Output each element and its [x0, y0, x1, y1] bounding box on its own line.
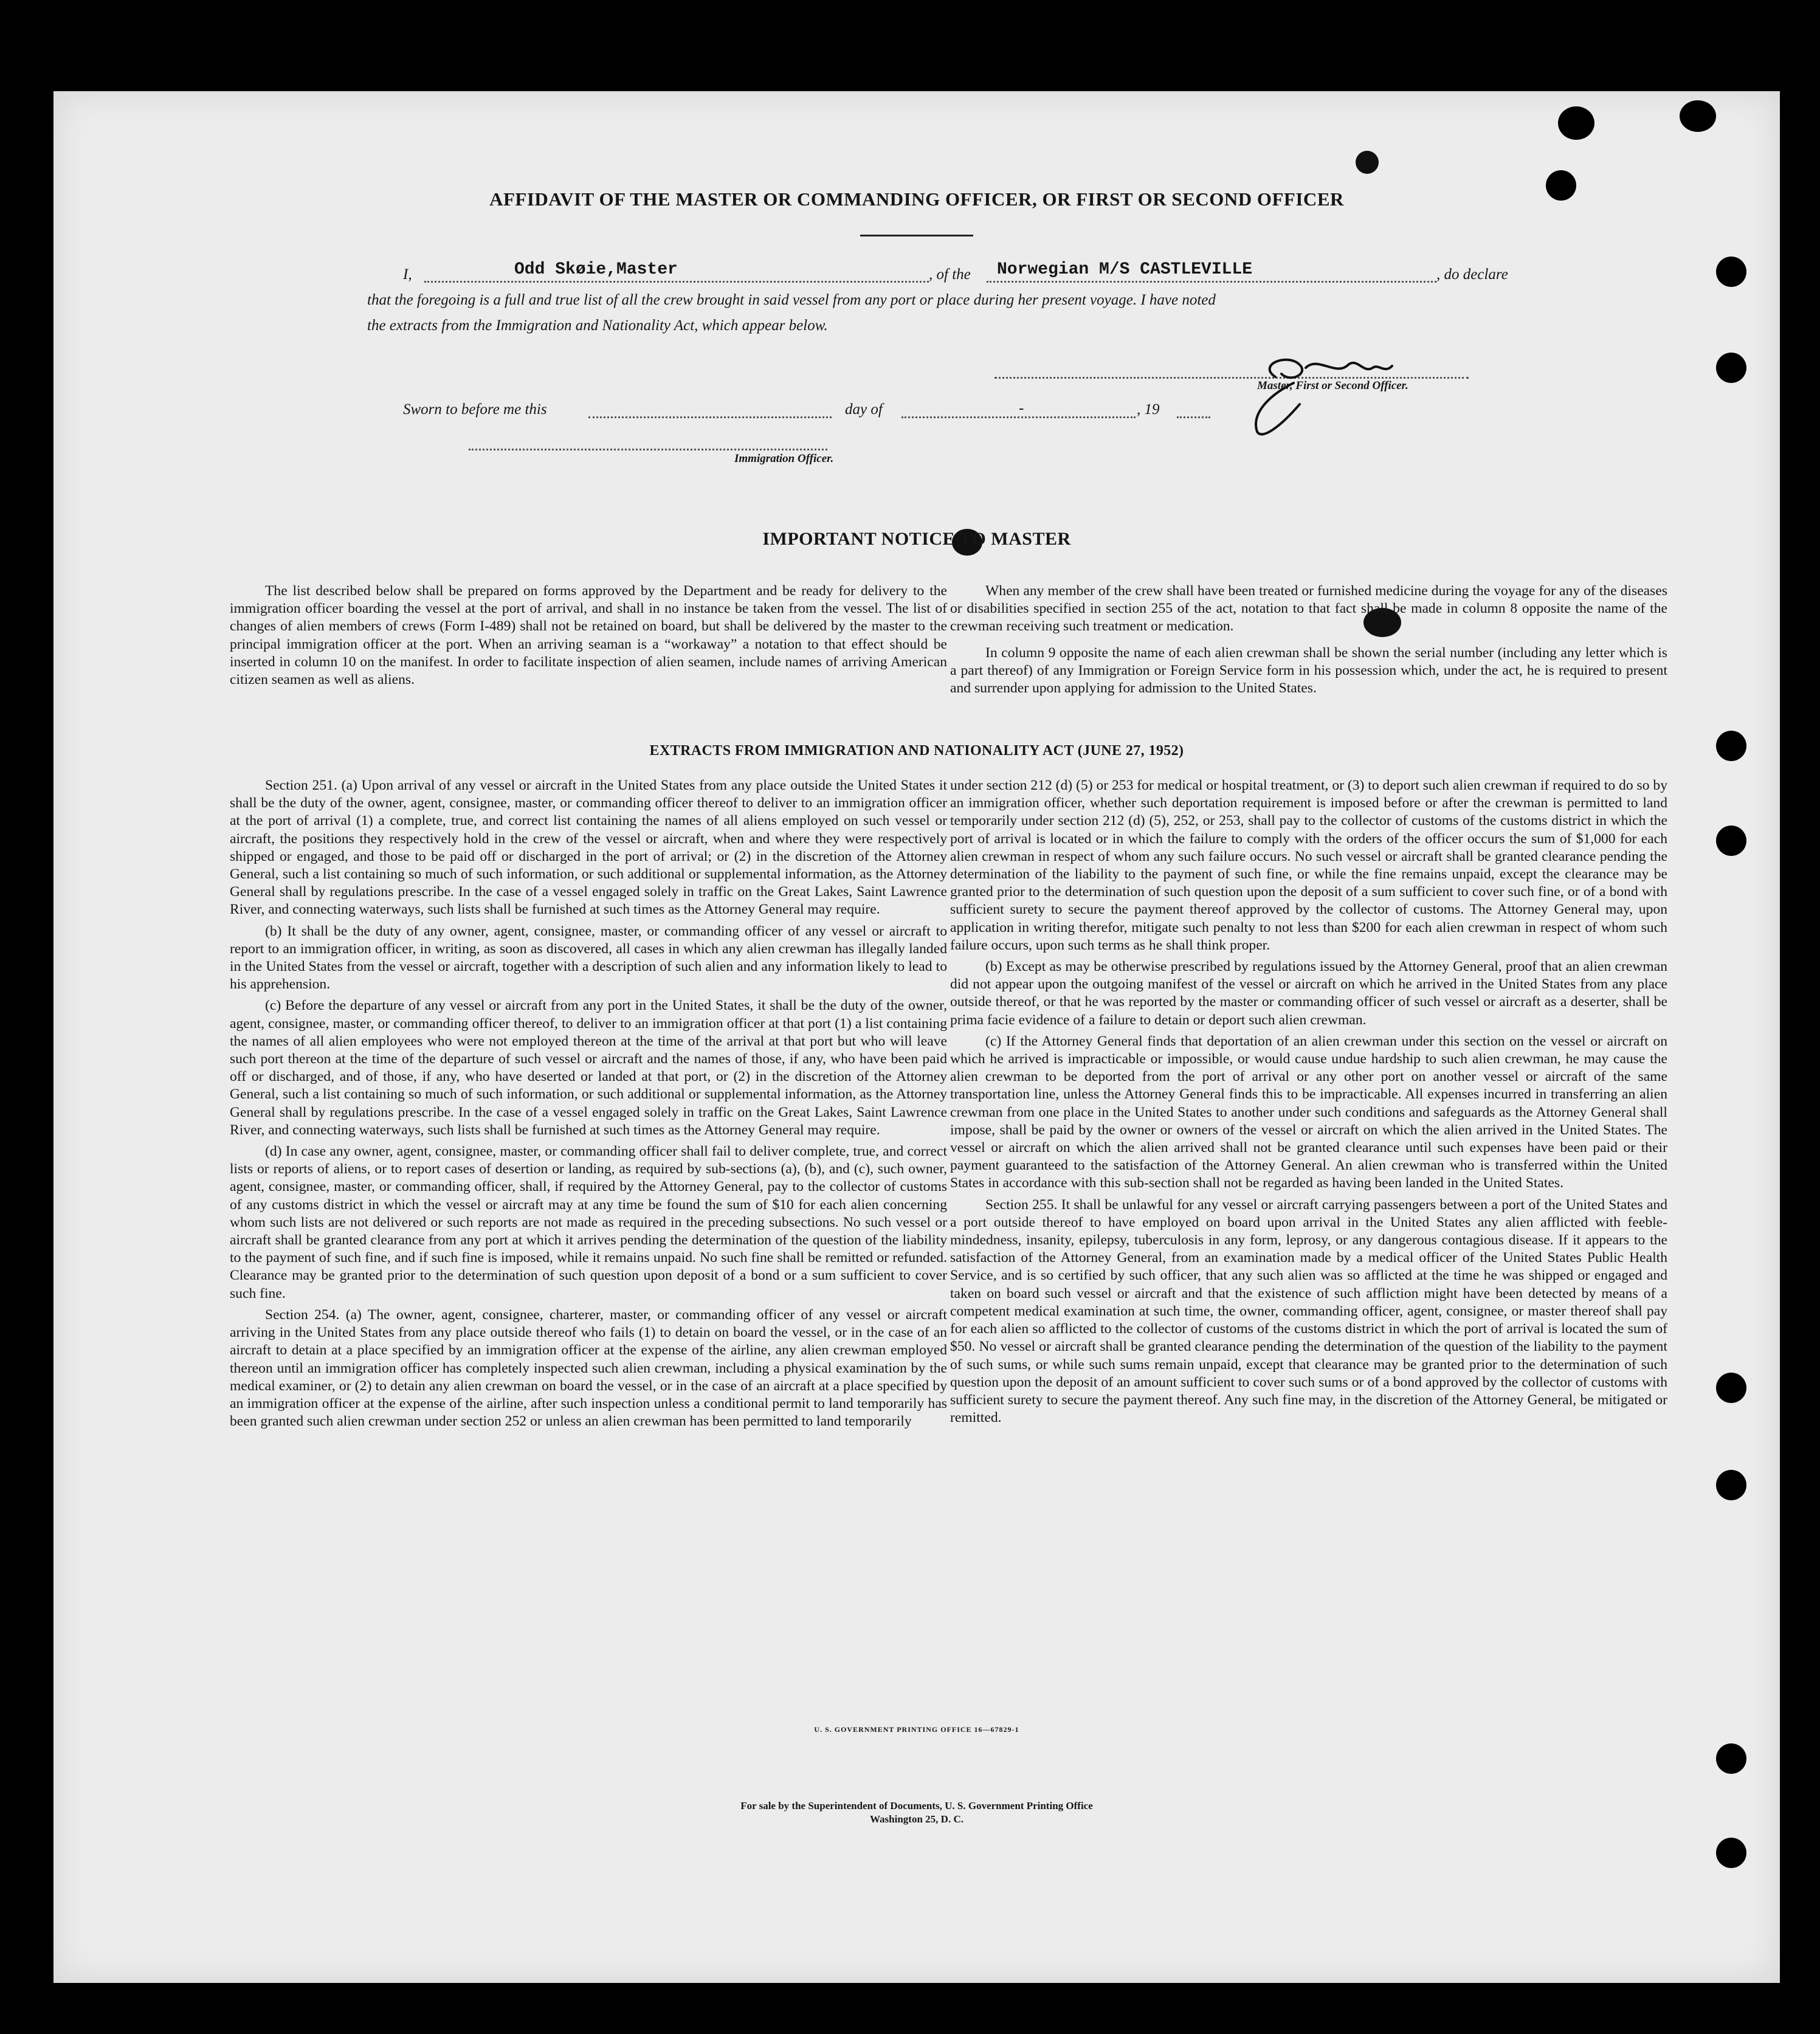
name-field-line: [424, 281, 929, 283]
notice-title: IMPORTANT NOTICE TO MASTER: [762, 529, 1071, 549]
affidavit-title: AFFIDAVIT OF THE MASTER OR COMMANDING OFFICER, OR FIRST OR SECOND OFFICER: [489, 188, 1344, 210]
footer-line-1: For sale by the Superintendent of Documents, U. S. Government Printing Office: [740, 1800, 1093, 1812]
punch-hole: [1716, 257, 1746, 287]
title-divider: [860, 235, 973, 236]
punch-hole: [1716, 353, 1746, 383]
footer-line-2: Washington 25, D. C.: [870, 1813, 963, 1825]
declaration-line-2: that the foregoing is a full and true list of all the crew brought in said vessel from any port or place during her present voyage. I have noted: [367, 292, 1216, 308]
vessel-name-field: Norwegian M/S CASTLEVILLE: [997, 260, 1253, 279]
sworn-year-line: [1177, 416, 1210, 418]
punch-hole: [1558, 106, 1594, 140]
section-paragraph: (b) It shall be the duty of any owner, agent, consignee, master, or commanding officer of any vessel or aircraft to report to an immigration officer, in writing, as soon as discovered, all cases in which any alien crewman has illegally landed in the United States from the vessel or aircraft, together with a description of such alien and any information likely to lead to his apprehension.: [230, 923, 947, 993]
extracts-right-column: [950, 777, 1667, 1427]
punch-hole: [1680, 100, 1716, 132]
master-name-field: Odd Skøie,Master: [514, 260, 678, 279]
printer-line: U. S. GOVERNMENT PRINTING OFFICE 16—67829-1: [814, 1725, 1019, 1734]
do-declare-label: , do declare: [1436, 266, 1508, 283]
notice-left-paragraph: The list described below shall be prepared on forms approved by the Department and be ready for delivery to the immigration officer boarding the vessel at the port of arrival, and shall in no instance be taken from the vessel. The list of changes of alien members of crews (Form I-489) shall not be retained on board, but shall be delivered by the master to the principal immigration officer at the port. When an arriving seaman is a “workaway” a notation to that effect should be inserted in column 10 on the manifest. In order to facilitate inspection of alien seamen, include names of arriving American citizen seamen as well as aliens.: [230, 583, 947, 688]
sworn-label: Sworn to before me this: [403, 401, 547, 418]
day-of-label: day of: [845, 401, 883, 418]
punch-hole: [1716, 826, 1746, 856]
extracts-left-column: [230, 777, 947, 1430]
section-paragraph: (c) If the Attorney General finds that deportation of an alien crewman under this section on the vessel or aircraft on which he arrived is impracticable or impossible, or would cause undue hardship to such alien crewman, he may cause the alien crewman to be deported from the port of arrival or any other port on another vessel or aircraft of the same transportation line, unless the Attorney General finds this to be impracticable. All expenses incurred in transferring an alien crewman from one place in the United States to another under such conditions and safeguards as the Attorney General shall impose, shall be paid by the owner or owners of the vessel or aircraft on which the alien arrived in the United States. The vessel or aircraft on which the alien arrived shall not be granted clearance until such expenses have been paid or their payment guaranteed to the satisfaction of the Attorney General. An alien crewman who is transferred within the United States in accordance with this sub-section shall not be regarded as having been landed in the United States.: [950, 1033, 1667, 1191]
ink-speck: [1356, 151, 1379, 174]
punch-hole: [1716, 1373, 1746, 1403]
notice-left-column: [230, 582, 947, 689]
section-paragraph: (c) Before the departure of any vessel or aircraft from any port in the United States, it shall be the duty of the owner, agent, consignee, master, or commanding officer thereof, to deliver to an immigration officer at that port (1) a list containing the names of all alien employees who were not employed thereon at the time of the arrival at that port but who will leave such port thereon at the time of the departure of such vessel or aircraft and the names of those, if any, who have been paid off or discharged, and of those, if any, who have deserted or landed at that port, or (2) in the discretion of the Attorney General, such a list containing so much of such information, or such additional or supplemental information, as the Attorney General shall by regulations prescribe. In the case of a vessel engaged solely in traffic on the Great Lakes, Saint Lawrence River, and connecting waterways, such lists shall be furnished at such times as the Attorney General may require.: [230, 998, 947, 1138]
section-paragraph: (b) Except as may be otherwise prescribed by regulations issued by the Attorney General, proof that an alien crewman did not appear upon the outgoing manifest of the vessel or aircraft on which he arrived in the United States from any place outside thereof, or that he was reported by the master or commanding officer of such vessel or aircraft as a deserter, shall be prima facie evidence of a failure to detain or deport such alien crewman.: [950, 959, 1667, 1028]
section-paragraph: (d) In case any owner, agent, consignee, master, or commanding officer shall fail to deliver complete, true, and correct lists or reports of aliens, or to report cases of desertion or landing, as required by sub-sections (a), (b), and (c), such owner, agent, consignee, master, or commanding officer, shall, if required by the Attorney General, pay to the collector of customs of any customs district in which the vessel or aircraft may at any time be found the sum of $10 for each alien concerning whom such lists are not delivered or such reports are not made as required in the preceding subsections. No such vessel or aircraft shall be granted clearance from any port at which it arrives pending the determination of the question of the liability to the payment of such fine, and if such fine is imposed, while it remains unpaid. No such fine shall be remitted or refunded. Clearance may be granted prior to the determination of such question upon deposit of a bond or a sum sufficient to cover such fine.: [230, 1143, 947, 1301]
punch-hole: [1716, 1743, 1746, 1774]
punch-hole: [1716, 1470, 1746, 1500]
extracts-title: EXTRACTS FROM IMMIGRATION AND NATIONALITY ACT (JUNE 27, 1952): [649, 743, 1184, 759]
sworn-month-value: -: [1019, 400, 1024, 416]
section-paragraph: under section 212 (d) (5) or 253 for medical or hospital treatment, or (3) to deport such alien crewman if required to do so by an immigration officer, whether such deportation requirement is imposed before or after the crewman is permitted to land temporarily under section 212 (d) (5), 252, or 253, shall pay to the collector of customs of the customs district in which the port of arrival is located or in which the failure to comply with the orders of the officer occurs the sum of $1,000 for each alien crewman in respect of whom any such failure occurs. No such vessel or aircraft shall be granted clearance pending the determination of the liability to the payment of such fine, or while the fine remains unpaid, except the clearance may be granted prior to the determination of such question upon the deposit of a sum sufficient to cover such fine, or of a bond with sufficient surety to secure the payment thereof approved by the collector of customs. The Attorney General may, upon application in writing therefor, mitigate such penalty to not less than $200 for each alien crewman in respect of whom such failure occurs, upon such terms as he shall think proper.: [950, 777, 1667, 953]
notice-right-paragraph: When any member of the crew shall have been treated or furnished medicine during the voyage for any of the diseases or disabilities specified in section 255 of the act, notation to that fact shall be made in column 8 opposite the name of the crewman receiving such treatment or medication.: [950, 583, 1667, 635]
section-paragraph: Section 254. (a) The owner, agent, consignee, charterer, master, or commanding officer of any vessel or aircraft arriving in the United States from any place outside thereof who fails (1) to detain on board the vessel, or in the case of an aircraft to detain at a place specified by an immigration officer at the expense of the airline, any alien crewman employed thereon until an immigration officer has completely inspected such alien crewman, including a physical examination by the medical examiner, or (2) to detain any alien crewman on board the vessel, or in the case of an aircraft at a place specified by an immigration officer at the expense of the airline, after such inspection unless a conditional permit to land temporarily has been granted such alien crewman under section 252 or unless an alien crewman has been permitted to land temporarily: [230, 1306, 947, 1430]
section-paragraph: Section 255. It shall be unlawful for any vessel or aircraft carrying passengers between a port of the United States and a port outside thereof to have employed on board upon arrival in the United States any alien afflicted with feeble-mindedness, insanity, epilepsy, tuberculosis in any form, leprosy, or any dangerous contagious disease. If it appears to the satisfaction of the Attorney General, from an examination made by a medical officer of the United States Public Health Service, and is so certified by such officer, that any such alien was so afflicted at the time he was shipped or engaged and taken on board such vessel or aircraft and that the existence of such affliction might have been detected by means of a competent medical examination at such time, the owner, commanding officer, agent, consignee, or master thereof shall pay for each alien so afflicted to the collector of customs of the customs district in which the port of arrival is located the sum of $50. No vessel or aircraft shall be granted clearance pending the determination of the question of the liability to the payment of such sums, or while such sums remain unpaid, except that clearance may be granted prior to the determination of such question upon the deposit of an amount sufficient to cover such sums or of a bond approved by the collector of customs with sufficient surety to secure the payment thereof. Any such fine may, in the discretion of the Attorney General, be mitigated or remitted.: [950, 1196, 1667, 1426]
document-page: [53, 91, 1780, 1983]
signature-caption: Master, First or Second Officer.: [1257, 379, 1408, 392]
sworn-day-line: [588, 416, 832, 418]
notice-right-column: [950, 582, 1667, 697]
officer-caption: Immigration Officer.: [734, 452, 834, 465]
officer-signature-line: [469, 449, 827, 450]
vessel-field-line: [987, 281, 1436, 283]
year-label: , 19: [1137, 401, 1160, 418]
section-paragraph: Section 251. (a) Upon arrival of any vessel or aircraft in the United States from any place outside the United States it shall be the duty of the owner, agent, consignee, master, or commanding officer thereof to deliver to an immigration officer at the port of arrival (1) a complete, true, and correct list containing the names of all aliens employed on such vessel or aircraft, the positions they respectively hold in the crew of the vessel or aircraft, when and where they were respectively shipped or engaged, and those to be paid off or discharged in the port of arrival; or (2) in the discretion of the Attorney General, such a list containing so much of such information, or such additional or supplemental information, as the Attorney General shall by regulations prescribe. In the case of a vessel engaged solely in traffic on the Great Lakes, Saint Lawrence River, and connecting waterways, such lists shall be furnished at such times as the Attorney General may require.: [230, 777, 947, 918]
punch-hole: [1716, 1838, 1746, 1868]
of-the-label: , of the: [929, 266, 971, 283]
notice-right-paragraph: In column 9 opposite the name of each alien crewman shall be shown the serial number (including any letter which is a part thereof) of any Immigration or Foreign Service form in his possession which, under the act, he is required to present and surrender upon applying for admission to the United States.: [950, 644, 1667, 697]
declaration-prefix: I,: [403, 266, 412, 283]
declaration-line-3: the extracts from the Immigration and Nationality Act, which appear below.: [367, 317, 828, 334]
